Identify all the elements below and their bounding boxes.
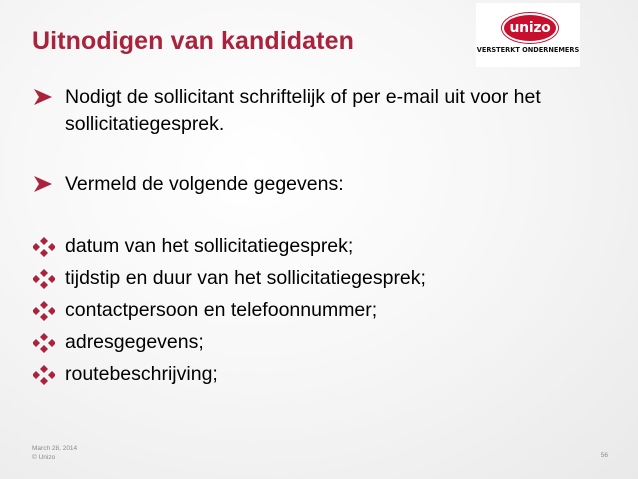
bullet-text: tijdstip en duur van het sollicitatiegesprek; bbox=[65, 267, 426, 289]
bullet-text: Vermeld de volgende gegevens: bbox=[65, 173, 344, 195]
four-diamond-bullet-icon bbox=[33, 265, 57, 292]
bullet-item bbox=[33, 84, 613, 138]
four-diamond-bullet-icon bbox=[33, 361, 57, 388]
list-spacer bbox=[33, 198, 613, 233]
bullet-text: adresgegevens; bbox=[65, 331, 204, 353]
bullet-item bbox=[33, 171, 613, 198]
sub-bullet-item bbox=[33, 233, 613, 260]
sub-bullet-item bbox=[33, 361, 613, 388]
footer-info bbox=[32, 444, 77, 462]
footer-date: March 28, 2014 bbox=[32, 445, 78, 452]
bullet-text: datum van het sollicitatiegesprek; bbox=[65, 235, 354, 257]
bullet-list bbox=[33, 84, 613, 393]
logo-oval bbox=[502, 13, 558, 43]
bullet-text: routebeschrijving; bbox=[65, 363, 218, 385]
bullet-text: Nodigt de sollicitant schriftelijk of per e-mail uit voor het sollicitatiegesprek. bbox=[65, 86, 541, 135]
logo-tagline: VERSTERKT ONDERNEMERS bbox=[476, 46, 580, 54]
four-diamond-bullet-icon bbox=[33, 297, 57, 324]
sub-bullet-item bbox=[33, 265, 613, 292]
bullet-text: contactpersoon en telefoonnummer; bbox=[65, 299, 378, 321]
four-diamond-bullet-icon bbox=[33, 329, 57, 356]
arrowhead-bullet-icon bbox=[33, 171, 57, 198]
four-diamond-bullet-icon bbox=[33, 233, 57, 260]
slide-title: Uitnodigen van kandidaten bbox=[32, 27, 354, 55]
unizo-logo bbox=[476, 3, 580, 67]
logo-word: unizo bbox=[509, 20, 551, 36]
page-number: 56 bbox=[600, 452, 608, 459]
footer-copyright: © Unizo bbox=[32, 454, 56, 461]
arrowhead-bullet-icon bbox=[33, 84, 57, 111]
sub-bullet-item bbox=[33, 329, 613, 356]
sub-bullet-item bbox=[33, 297, 613, 324]
